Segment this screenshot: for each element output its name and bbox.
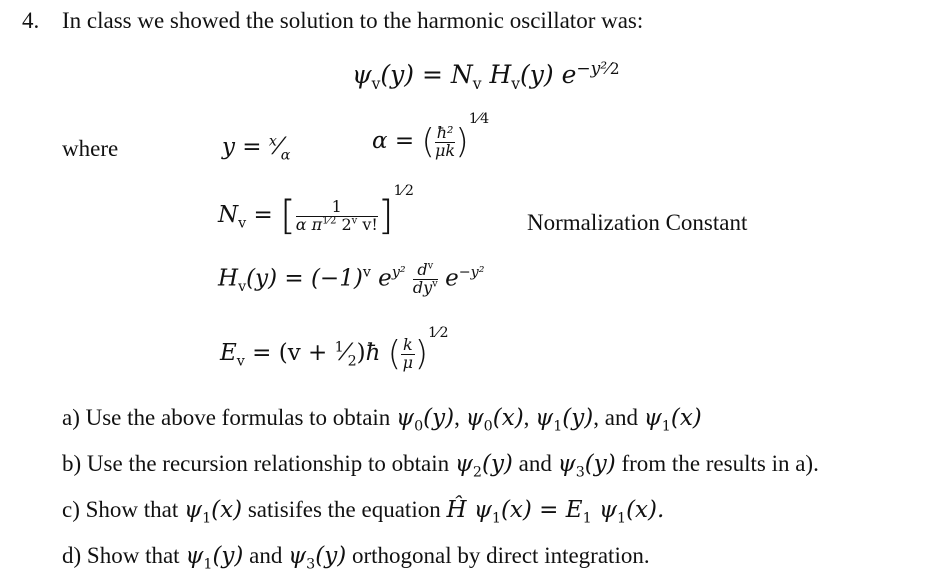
energy-equation: $E_v = (v$ + $^1⁄_2)ħ$ ( $\frac{k}{\mu}$ )$^{1⁄2}$ xyxy=(220,325,449,374)
part-c-satisfies: satisifes the equation xyxy=(247,497,441,522)
part-c: c) Show that $\psi_1(x)$ satisifes the equation Ĥ $\psi_1(x) = E_1$ $\psi_1(x)$. xyxy=(62,497,665,527)
part-d: d) Show that $\psi_1(y)$ and $\psi_3(y)$ orthogonal by direct integration. xyxy=(62,543,650,573)
normalization-equation: $N_v$ = [ $\frac{1}{\alpha \pi^{1⁄2} 2^v v!}$ ]$^{1⁄2}$ xyxy=(218,183,414,239)
hermite-equation: $H_v(y) = (-1)^v$ $e^{y^2}$ $\frac{d^v}{dy^v}$ $e^{-y^2}$ xyxy=(218,260,485,297)
part-d-and: and xyxy=(249,543,283,568)
part-b-label: b) xyxy=(62,451,82,476)
part-a: a) Use the above formulas to obtain $\psi_0(y)$, $\psi_0(x)$, $\psi_1(y)$, and $\psi_1(x)$ xyxy=(62,405,702,435)
part-a-comma-3: , xyxy=(593,405,599,430)
wavefunction-equation: $\psi_v(y) = N_v$ $H_v(y)$ $e^{-y^2⁄2}$ xyxy=(352,58,620,93)
alpha-definition: α = ( $\frac{\text{ħ²}}{\mu k}$ )$^{1⁄4}$ xyxy=(372,111,490,162)
normalization-label: Normalization Constant xyxy=(527,210,748,235)
y-definition: $y = ^x⁄_\alpha$ xyxy=(222,133,291,164)
part-b-and: and xyxy=(518,451,552,476)
part-b-from: from the results in a). xyxy=(621,451,819,476)
part-a-comma-2: , xyxy=(523,405,530,430)
part-c-label: c) xyxy=(62,497,80,522)
where-label: where xyxy=(62,136,119,161)
part-d-text: Show that xyxy=(86,543,180,568)
part-a-and: and xyxy=(604,405,638,430)
part-d-orthogonal: orthogonal by direct integration. xyxy=(351,543,650,568)
part-c-text: Show that xyxy=(85,497,179,522)
part-a-comma-1: , xyxy=(454,405,460,430)
problem-intro: In class we showed the solution to the harmonic oscillator was: xyxy=(62,8,644,33)
part-d-label: d) xyxy=(62,543,82,568)
part-b-text: Use the recursion relationship to obtain xyxy=(86,451,450,476)
part-a-label: a) xyxy=(62,405,80,430)
problem-number: 4. xyxy=(22,8,40,33)
part-b: b) Use the recursion relationship to obtain $\psi_2(y)$ and $\psi_3(y)$ from the results in a). xyxy=(62,451,819,481)
part-a-text: Use the above formulas to obtain xyxy=(85,405,391,430)
